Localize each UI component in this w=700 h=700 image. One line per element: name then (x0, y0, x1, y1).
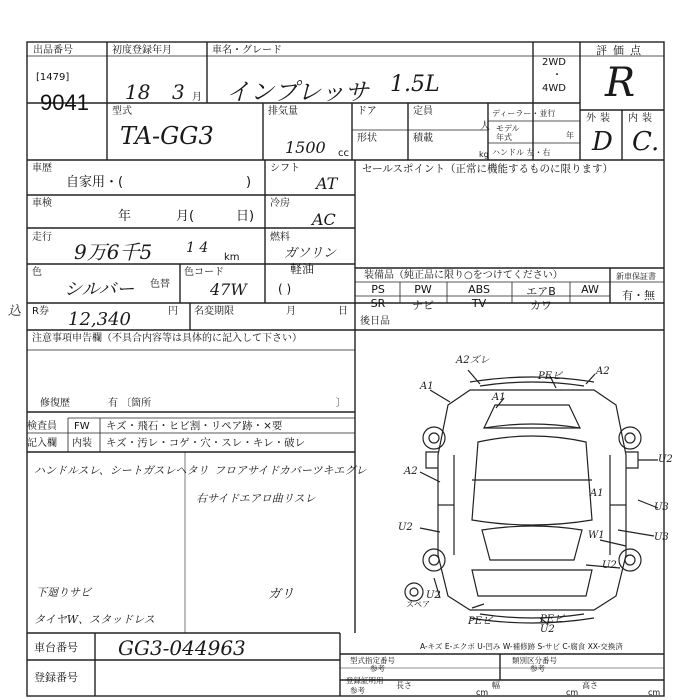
mileage-unit: km (224, 252, 240, 263)
recycle-value: 12,340 (68, 309, 131, 330)
aircon-value: AC (312, 210, 336, 229)
displacement-unit: cc (338, 148, 349, 159)
diagram-mark-14: U2 (426, 590, 441, 601)
model-label: 型式 (112, 106, 132, 117)
model-year-label-b: 年式 (496, 133, 512, 142)
color-code-label-a: 色替 (150, 279, 170, 290)
rear-seat-label: 後日品 (360, 316, 390, 327)
car-name-label: 車名・グレード (212, 45, 282, 56)
width-label: 幅 (492, 681, 500, 690)
diagram-mark-15: PEビ (468, 616, 493, 627)
history-close: ) (246, 175, 252, 190)
lot-number: 9041 (40, 90, 89, 115)
spare-label: スペア (406, 600, 430, 609)
option-aw: AW (581, 283, 599, 296)
aircon-label: 冷房 (270, 198, 290, 209)
equipment-label: 装備品（純正品に限り○をつけてください） (364, 270, 563, 281)
mileage-digits: 1 4 (186, 240, 209, 256)
deadline-month: 月 (286, 306, 296, 317)
class-label: 類別区分番号 (512, 656, 557, 665)
diagram-mark-10: U3 (654, 532, 669, 543)
history-label: 車歴 (32, 163, 52, 174)
dealer-label: ディーラー・並行 (492, 109, 556, 118)
chassis-value: GG3-044963 (118, 636, 246, 660)
diagram-mark-5: A1 (492, 392, 506, 403)
option-leather: カワ (530, 299, 552, 312)
rating-label: 評価点 (596, 44, 647, 57)
inspector-label-b: 記入欄 (27, 438, 57, 449)
diagram-mark-12: U2 (398, 522, 413, 533)
option-sr: SR (370, 297, 386, 310)
shift-label: シフト (270, 163, 300, 174)
car-grade: 1.5L (390, 72, 440, 97)
displacement-label: 排気量 (268, 106, 298, 117)
inspection-month-unit: 月( (176, 209, 195, 224)
registration-month-unit: 月 (192, 92, 202, 103)
sales-point-label: セールスポイント（正常に機能するものに限ります） (362, 163, 614, 175)
deadline-label: 名変期限 (194, 306, 234, 317)
capacity-label: 定員 (413, 106, 433, 117)
fuel-diesel: 軽油 (290, 262, 315, 276)
diagram-mark-7: A2 (404, 466, 418, 477)
model-year-unit: 年 (566, 131, 574, 140)
width-unit: cm (566, 688, 579, 697)
inspection-label: 車検 (32, 198, 52, 209)
length-unit: cm (476, 688, 489, 697)
mileage-label: 走行 (32, 232, 52, 243)
option-airbag: エアB (526, 285, 556, 298)
capacity-unit: 人 (480, 121, 490, 132)
model-value: TA-GG3 (120, 122, 214, 150)
height-unit: cm (648, 688, 661, 697)
diagram-mark-11: W1 (588, 530, 605, 541)
remark-6: ガリ (268, 587, 295, 602)
shape-label: 形状 (357, 133, 377, 144)
lot-number-label: 出品番号 (33, 45, 73, 56)
car-name-value: インプレッサ (226, 78, 369, 106)
history-value: 自家用・( (66, 175, 124, 190)
type-cert-label: 型式指定番号 (350, 656, 395, 665)
color-code-label-b: 色コード (184, 267, 224, 278)
repair-close: 〕 (336, 398, 346, 409)
cert-label: 登録証明用 (346, 676, 384, 685)
diagram-mark-13: U2 (602, 560, 617, 571)
color-code-value: 47W (210, 280, 247, 299)
drive-2wd: 2WD (542, 57, 566, 68)
exterior-label: 外装 (586, 113, 614, 124)
repair-label: 修復歴 (40, 398, 70, 409)
recycle-label: R券 (32, 306, 49, 317)
diagram-mark-1: A2ズレ (456, 355, 490, 366)
diagram-mark-16: PEビ (540, 614, 565, 625)
handle-label: ハンドル 左・右 (492, 148, 551, 157)
remark-1: ハンドルスレ、シートガスレヘタリ (34, 464, 209, 477)
option-abs: ABS (468, 283, 490, 296)
doors-label: ドア (357, 106, 377, 117)
diagram-mark-6: U2 (658, 454, 673, 465)
inspection-year-unit: 年 (118, 209, 132, 224)
interior-label: 内装 (628, 113, 656, 124)
fuel-other: ( ) (278, 282, 292, 296)
recycle-note: 込 (8, 304, 22, 319)
remark-5: タイヤW、スタッドレス (34, 613, 155, 626)
registration-year: 18 (125, 80, 151, 104)
class-ref: 参考 (530, 664, 545, 673)
diagram-mark-2: A1 (420, 381, 434, 392)
fuel-label: 燃料 (270, 232, 290, 243)
inspector-label-a: 検査員 (27, 421, 57, 432)
remark-2: フロアサイドカバーツキエグレ (214, 464, 367, 477)
registration-label: 初度登録年月 (112, 45, 172, 56)
load-unit: kg (479, 150, 489, 159)
color-value: シルバー (64, 279, 135, 300)
model-year-label-a: モデル (496, 124, 520, 133)
remark-4: 下廻りサビ (36, 586, 91, 599)
car-damage-diagram (400, 360, 664, 650)
rating-score: R (605, 60, 636, 106)
notes-label: 注意事項申告欄（不具合内容等は具体的に記入して下さい） (32, 333, 302, 344)
shift-value: AT (316, 174, 338, 193)
reg-number-label: 登録番号 (34, 671, 78, 684)
option-navi: ナビ (412, 299, 434, 312)
remark-3: 右サイドエアロ曲リスレ (196, 492, 316, 505)
diagram-mark-9: U3 (654, 502, 669, 513)
fw-label: FW (74, 421, 90, 432)
auction-id: [1479] (36, 72, 70, 83)
fw-items: キズ・飛石・ヒビ割・リペア跡・×要 (106, 420, 283, 432)
mileage-value: 9万6千5 (74, 240, 153, 264)
length-label: 長さ (396, 681, 412, 690)
registration-month: 3 (172, 80, 185, 104)
displacement-value: 1500 (285, 138, 326, 157)
option-ps: PS (371, 283, 385, 296)
exterior-score: D (592, 127, 613, 157)
inspection-day-unit: 日) (236, 209, 255, 224)
damage-legend: A-キズ E-エクボ U-凹み W-補修跡 S-サビ C-腐食 XX-交換済 (420, 642, 623, 651)
drive-dot: ・ (552, 70, 562, 81)
recycle-unit: 円 (168, 306, 178, 317)
diagram-mark-3: PEビ (538, 371, 563, 382)
color-label: 色 (32, 267, 42, 278)
fuel-gasoline: ガソリン (284, 246, 337, 261)
interior-items: キズ・汚レ・コゲ・穴・スレ・キレ・破レ (106, 437, 306, 449)
cert-ref: 参考 (350, 686, 365, 695)
interior-row-label: 内装 (72, 438, 92, 449)
option-pw: PW (414, 283, 432, 296)
diagram-mark-8: A1 (590, 488, 604, 499)
warranty-label: 新車保証書 (616, 272, 656, 281)
diagram-mark-4: A2 (596, 366, 610, 377)
option-tv: TV (471, 297, 487, 310)
repair-value: 有 〔箇所 (108, 398, 152, 409)
deadline-day: 日 (338, 306, 348, 317)
chassis-label: 車台番号 (34, 641, 78, 654)
type-cert-ref: 参考 (370, 664, 385, 673)
interior-score: C. (632, 127, 660, 157)
diagram-mark-17: U2 (540, 624, 555, 635)
height-label: 高さ (582, 681, 598, 690)
drive-4wd: 4WD (542, 83, 566, 94)
warranty-value: 有・無 (622, 289, 655, 302)
load-label: 積載 (413, 133, 433, 144)
